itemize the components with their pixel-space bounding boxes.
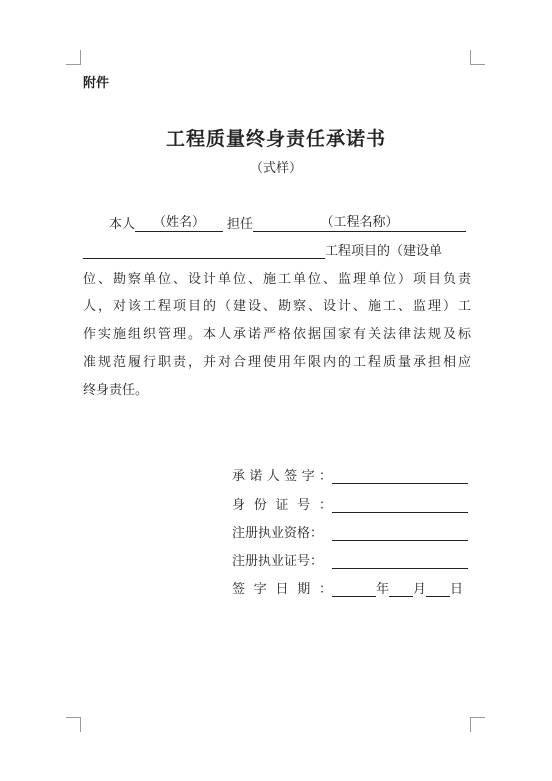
line-2-tail: 工程项目的（建设单 <box>325 244 443 259</box>
role-text: 担任 <box>227 217 254 232</box>
qualification-row <box>232 522 468 541</box>
id-number-label: 身份证号： <box>232 498 332 513</box>
signer-row <box>232 465 468 484</box>
month-field[interactable] <box>389 579 413 597</box>
name-blank[interactable]: （姓名） <box>135 214 223 232</box>
document-title: 工程质量终身责任承诺书 <box>165 128 386 150</box>
document-subtitle: （式样） <box>249 161 302 176</box>
id-row <box>232 494 468 513</box>
commitment-line-7: 终身责任。 <box>83 383 149 398</box>
day-label: 日 <box>450 582 464 597</box>
crop-mark-top-right <box>470 50 485 65</box>
project-name-blank[interactable]: （工程名称） <box>253 214 466 232</box>
commitment-line-5: 作实施组织管理。本人承诺严格依据国家有关法律法规及标 <box>83 327 471 342</box>
crop-mark-bottom-right <box>470 717 485 732</box>
prefix-text: 本人 <box>109 217 136 232</box>
cert-number-field[interactable] <box>332 551 468 569</box>
cert-row <box>232 550 468 569</box>
qualification-field[interactable] <box>332 523 468 541</box>
attachment-label: 附件 <box>83 76 110 91</box>
crop-mark-bottom-left <box>66 717 81 732</box>
commitment-line-6: 准规范履行职责，并对合理使用年限内的工程质量承担相应 <box>83 355 471 370</box>
commitment-line-4: 人，对该工程项目的（建设、勘察、设计、施工、监理）工 <box>83 299 471 314</box>
date-row <box>232 578 463 597</box>
year-field[interactable] <box>332 579 376 597</box>
year-label: 年 <box>376 582 390 597</box>
cert-number-label: 注册执业证号： <box>232 554 324 569</box>
date-label: 签字日期： <box>232 582 332 597</box>
id-number-field[interactable] <box>332 495 468 513</box>
signer-label: 承诺人签字： <box>232 469 332 484</box>
signer-signature-field[interactable] <box>332 466 468 484</box>
commitment-line-2 <box>83 240 471 259</box>
crop-mark-top-left <box>66 50 81 65</box>
day-field[interactable] <box>426 579 450 597</box>
project-blank-continued[interactable] <box>83 241 325 259</box>
month-label: 月 <box>413 582 427 597</box>
commitment-line-1 <box>83 213 471 232</box>
commitment-line-3: 位、勘察单位、设计单位、施工单位、监理单位）项目负责 <box>83 272 471 287</box>
qualification-label: 注册执业资格： <box>232 526 324 541</box>
